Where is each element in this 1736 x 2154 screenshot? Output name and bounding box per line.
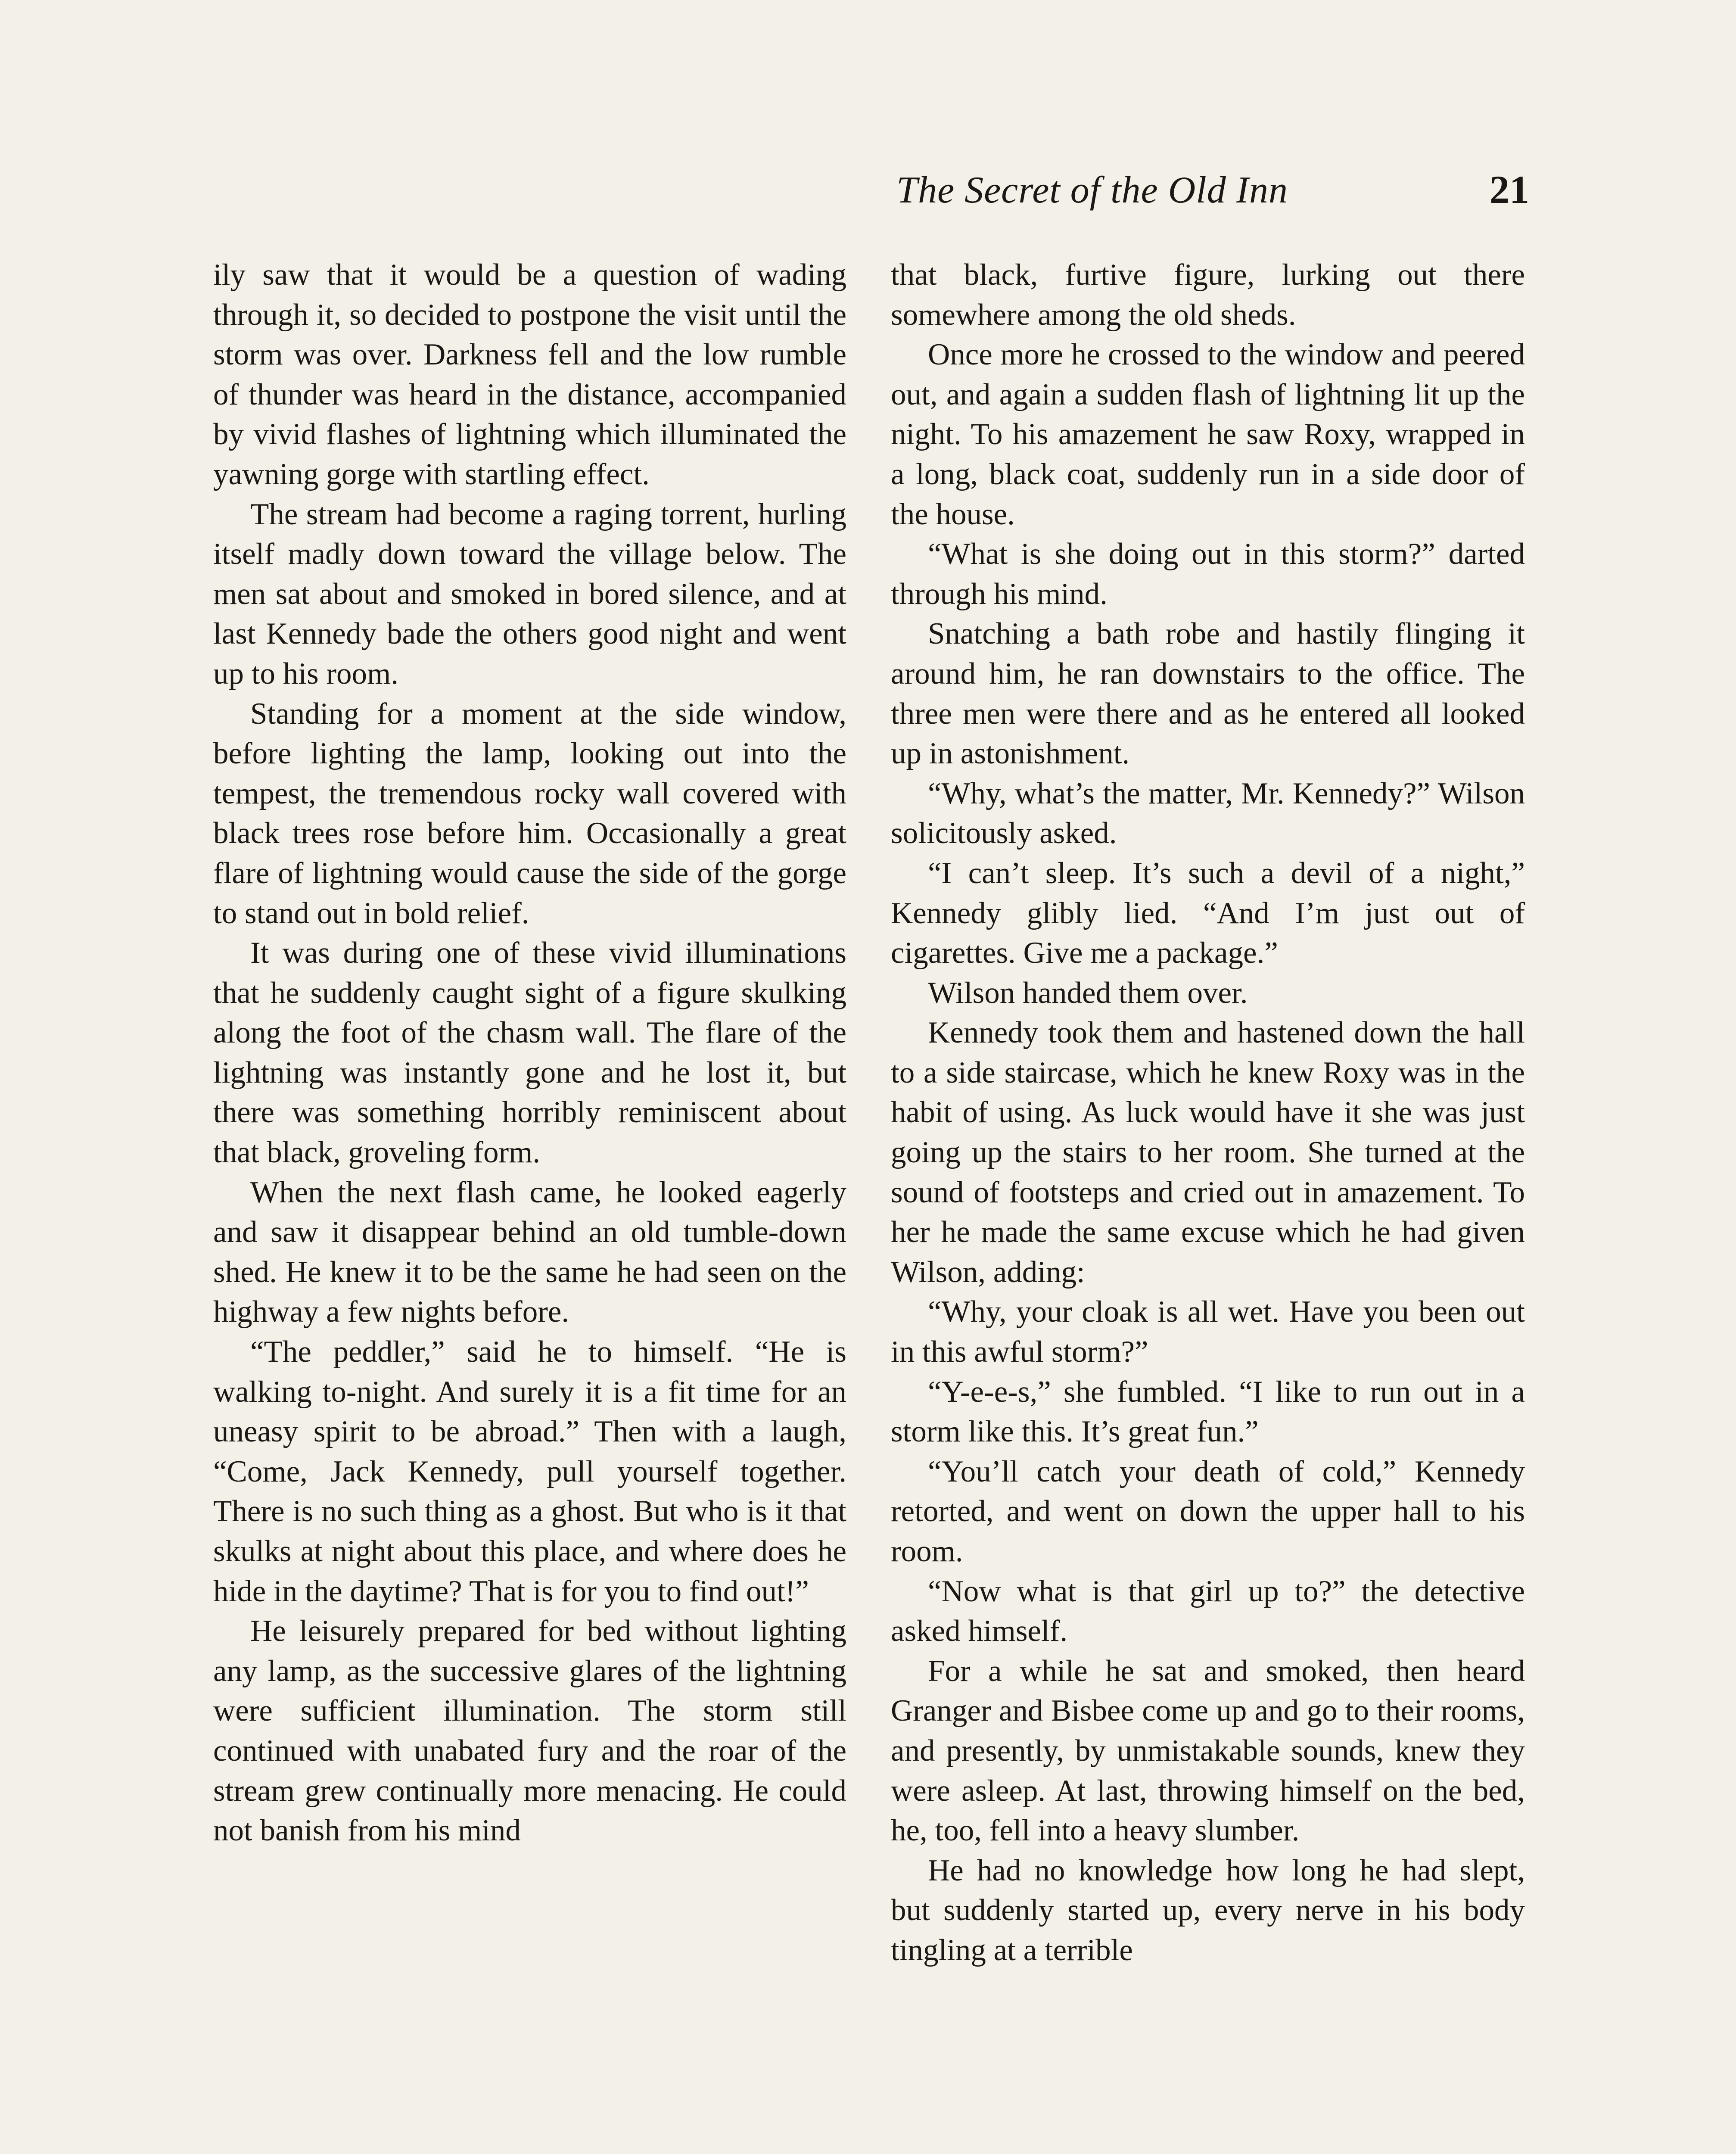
paragraph: “Why, your cloak is all wet. Have you been out in this awful storm?” <box>891 1295 1525 1369</box>
paragraph: He leisurely prepared for bed without lighting any lamp, as the successive glares of the lightning were sufficient illumination. The storm still continued with unabated fury and the roar of the stream grew continually more menacing. He could not banish from his mind <box>213 1614 846 1848</box>
paragraph: Once more he crossed to the window and peered out, and again a sudden flash of lightning lit up the night. To his amazement he saw Roxy, wrapped in a long, black coat, suddenly run in a side door of the house. <box>891 338 1525 531</box>
paragraph: “Why, what’s the matter, Mr. Kennedy?” Wilson solicitously asked. <box>891 776 1525 850</box>
paragraph: Wilson handed them over. <box>928 976 1248 1010</box>
left-text-column <box>213 255 846 1851</box>
paragraph: He had no knowledge how long he had slept, but suddenly started up, every nerve in his body tingling at a terrible <box>891 1853 1525 1967</box>
paragraph: Snatching a bath robe and hastily flinging it around him, he ran downstairs to the office. The three men were there and as he entered all looked up in astonishment. <box>891 617 1525 771</box>
paragraph: “You’ll catch your death of cold,” Kennedy retorted, and went on down the upper hall to his room. <box>891 1454 1525 1568</box>
paragraph: The stream had become a raging torrent, hurling itself madly down toward the village below. The men sat about and smoked in bored silence, and at last Kennedy bade the others good night and went up to his room. <box>213 497 846 691</box>
paragraph: “What is she doing out in this storm?” darted through his mind. <box>891 537 1525 611</box>
paragraph: that black, furtive figure, lurking out there somewhere among the old sheds. <box>891 258 1525 332</box>
paragraph: For a while he sat and smoked, then heard Granger and Bisbee come up and go to their rooms, and presently, by unmistakable sounds, knew they were asleep. At last, throwing himself on the bed, he, too, fell into a heavy slumber. <box>891 1654 1525 1848</box>
paragraph: “Y-e-e-s,” she fumbled. “I like to run out in a storm like this. It’s great fun.” <box>891 1375 1525 1449</box>
paragraph: When the next flash came, he looked eagerly and saw it disappear behind an old tumble-down shed. He knew it to be the same he had seen on the highway a few nights before. <box>213 1175 846 1329</box>
right-text-column <box>891 255 1525 1970</box>
paragraph: Standing for a moment at the side window, before lighting the lamp, looking out into the tempest, the tremendous rocky wall covered with black trees rose before him. Occasionally a great flare of lightning would cause the side of the gorge to stand out in bold relief. <box>213 697 846 930</box>
paragraph: Kennedy took them and hastened down the hall to a side staircase, which he knew Roxy was in the habit of using. As luck would have it she was just going up the stairs to her room. She turned at the sound of footsteps and cried out in amazement. To her he made the same excuse which he had given Wilson, adding: <box>891 1016 1525 1289</box>
paragraph: ily saw that it would be a question of wading through it, so decided to postpone the visit until the storm was over. Darkness fell and the low rumble of thunder was heard in the distance, accompanied by vivid flashes of lightning which illuminated the yawning gorge with startling effect. <box>213 258 846 491</box>
page-header <box>211 168 1529 227</box>
paragraph: “Now what is that girl up to?” the detective asked himself. <box>891 1574 1525 1648</box>
page-number: 21 <box>1490 168 1529 212</box>
paragraph: It was during one of these vivid illuminations that he suddenly caught sight of a figure skulking along the foot of the chasm wall. The flare of the lightning was instantly gone and he lost it, but there was something horribly reminiscent about that black, groveling form. <box>213 936 846 1170</box>
paragraph: “The peddler,” said he to himself. “He is walking to-night. And surely it is a fit time for an uneasy spirit to be abroad.” Then with a laugh, “Come, Jack Kennedy, pull yourself together. There is no such thing as a ghost. But who is it that skulks at night about this place, and where does he hide in the daytime? That is for you to find out!” <box>213 1335 846 1608</box>
running-title: The Secret of the Old Inn <box>896 169 1288 211</box>
paragraph: “I can’t sleep. It’s such a devil of a night,” Kennedy glibly lied. “And I’m just out of cigarettes. Give me a package.” <box>891 856 1525 970</box>
